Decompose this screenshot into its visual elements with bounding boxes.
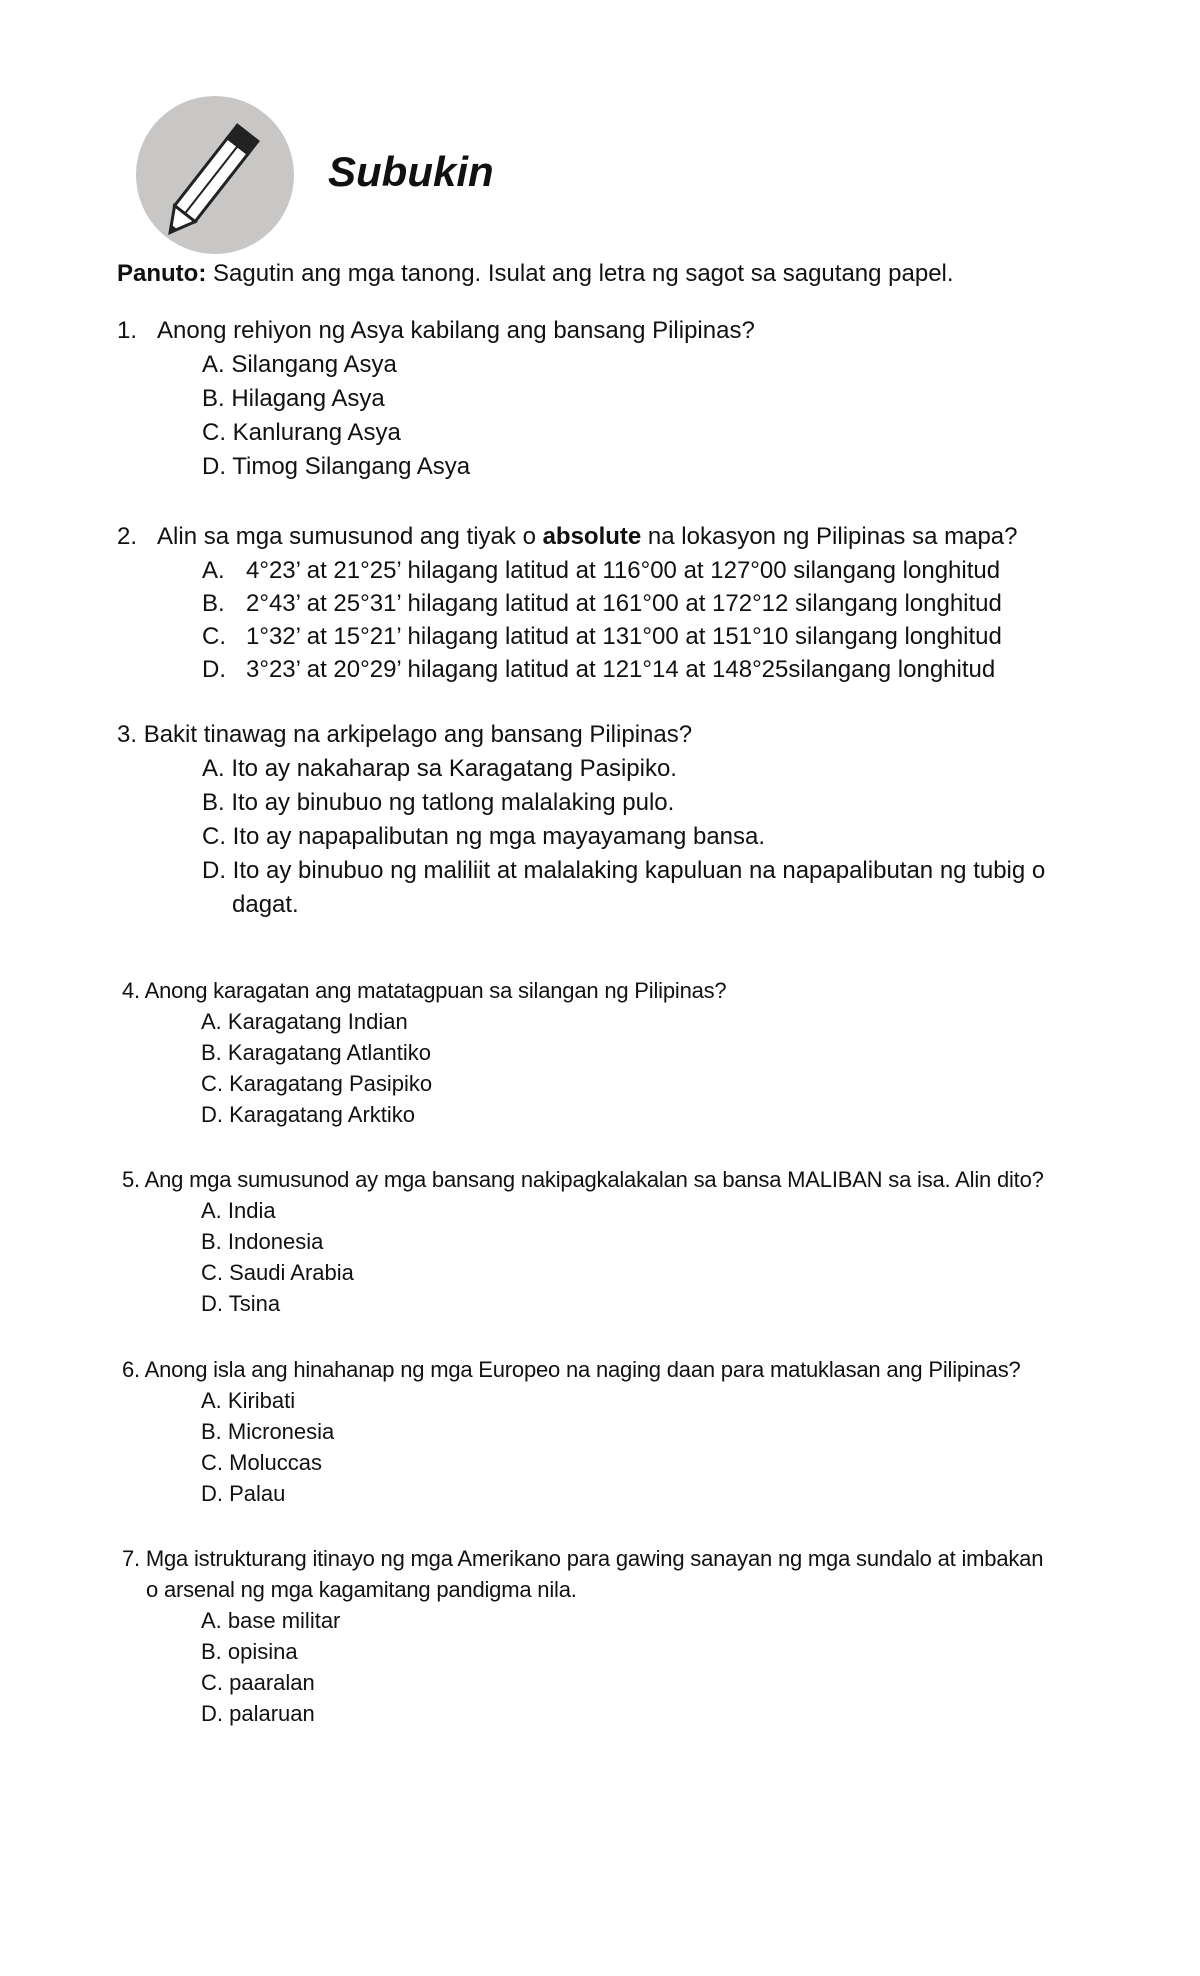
question-6 <box>122 1354 1021 1509</box>
instructions-text: Sagutin ang mga tanong. Isulat ang letra ng sagot sa sagutang papel. <box>206 260 954 287</box>
option-c: C. Ito ay napapalibutan ng mga mayayamang bansa. <box>202 823 766 850</box>
question-5 <box>122 1164 1044 1319</box>
question-prompt: Anong rehiyon ng Asya kabilang ang bansang Pilipinas? <box>157 317 755 344</box>
question-prompt: Anong isla ang hinahanap ng mga Europeo na naging daan para matuklasan ang Pilipinas? <box>144 1357 1021 1382</box>
option-c: C. Moluccas <box>201 1450 323 1475</box>
option-d: D. Karagatang Arktiko <box>201 1102 416 1127</box>
question-text <box>122 1164 1044 1195</box>
option-letter: B. <box>202 590 225 617</box>
option-b: B. Ito ay binubuo ng tatlong malalaking pulo. <box>202 789 675 816</box>
option-c <box>202 620 1018 653</box>
option-text: 3°23’ at 20°29’ hilagang latitud at 121°14 at 148°25silangang longhitud <box>246 656 996 683</box>
question-prompt-emphasis: absolute <box>542 523 642 550</box>
option-c: C. Karagatang Pasipiko <box>201 1071 433 1096</box>
pencil-icon-graphic <box>136 96 294 254</box>
option-a <box>202 554 1018 587</box>
question-7 <box>122 1543 1043 1729</box>
question-prompt-start: Alin sa mga sumusunod ang tiyak o <box>157 523 543 550</box>
option-letter: C. <box>202 623 226 650</box>
question-number: 6. <box>122 1357 140 1382</box>
option-c: C. Saudi Arabia <box>201 1260 354 1285</box>
option-text: 1°32’ at 15°21’ hilagang latitud at 131°00 at 151°10 silangang longhitud <box>246 623 1002 650</box>
question-prompt-end: na lokasyon ng Pilipinas sa mapa? <box>641 523 1018 550</box>
question-prompt: Bakit tinawag na arkipelago ang bansang Pilipinas? <box>143 721 693 748</box>
pencil-icon <box>136 96 294 254</box>
question-prompt: Mga istrukturang itinayo ng mga Amerikano para gawing sanayan ng mga sundalo at imbakan <box>145 1546 1044 1571</box>
option-text: 2°43’ at 25°31’ hilagang latitud at 161°00 at 172°12 silangang longhitud <box>246 590 1002 617</box>
option-c: C. Kanlurang Asya <box>202 419 401 446</box>
question-text <box>117 718 1045 752</box>
option-d: D. Palau <box>201 1481 286 1506</box>
option-d <box>202 653 1018 686</box>
page-title: Subukin <box>328 148 494 195</box>
question-number: 5. <box>122 1167 140 1192</box>
option-letter: D. <box>202 656 226 683</box>
option-b <box>202 587 1018 620</box>
option-a: A. Kiribati <box>201 1388 296 1413</box>
option-letter: A. <box>202 557 225 584</box>
question-number: 3. <box>117 721 138 748</box>
instructions <box>117 260 954 288</box>
question-prompt: Ang mga sumusunod ay mga bansang nakipagkalakalan sa bansa MALIBAN sa isa. Alin dito? <box>144 1167 1044 1192</box>
option-b: B. Karagatang Atlantiko <box>201 1040 431 1065</box>
question-prompt-continuation: o arsenal ng mga kagamitang pandigma nila. <box>146 1577 577 1602</box>
question-3 <box>117 718 1045 922</box>
question-1 <box>117 314 755 484</box>
option-b: B. opisina <box>201 1639 298 1664</box>
question-text <box>122 1354 1021 1385</box>
option-c: C. paaralan <box>201 1670 315 1695</box>
option-b: B. Hilagang Asya <box>202 385 385 412</box>
option-d: D. Ito ay binubuo ng maliliit at malalaking kapuluan na napapalibutan ng tubig o <box>202 857 1046 884</box>
option-d: D. Tsina <box>201 1291 281 1316</box>
question-prompt: Anong karagatan ang matatagpuan sa silangan ng Pilipinas? <box>144 978 727 1003</box>
question-number: 1. <box>117 317 138 344</box>
option-b: B. Indonesia <box>201 1229 324 1254</box>
question-4 <box>122 975 726 1130</box>
option-d: D. palaruan <box>201 1701 315 1726</box>
instructions-label: Panuto: <box>117 260 207 287</box>
option-text: 4°23’ at 21°25’ hilagang latitud at 116°00 at 127°00 silangang longhitud <box>246 557 1001 584</box>
question-number: 2. <box>117 523 138 550</box>
question-text <box>122 975 726 1006</box>
question-number: 7. <box>122 1546 140 1571</box>
option-a: A. Silangang Asya <box>202 351 397 378</box>
option-d-continuation: dagat. <box>232 891 299 918</box>
question-text <box>117 314 755 348</box>
option-a: A. Ito ay nakaharap sa Karagatang Pasipiko. <box>202 755 677 782</box>
option-d: D. Timog Silangang Asya <box>202 453 471 480</box>
question-2 <box>117 520 1018 686</box>
question-number: 4. <box>122 978 140 1003</box>
option-a: A. base militar <box>201 1608 341 1633</box>
question-text <box>122 1543 1043 1574</box>
question-text <box>117 520 1018 554</box>
option-b: B. Micronesia <box>201 1419 335 1444</box>
option-a: A. India <box>201 1198 276 1223</box>
option-a: A. Karagatang Indian <box>201 1009 408 1034</box>
